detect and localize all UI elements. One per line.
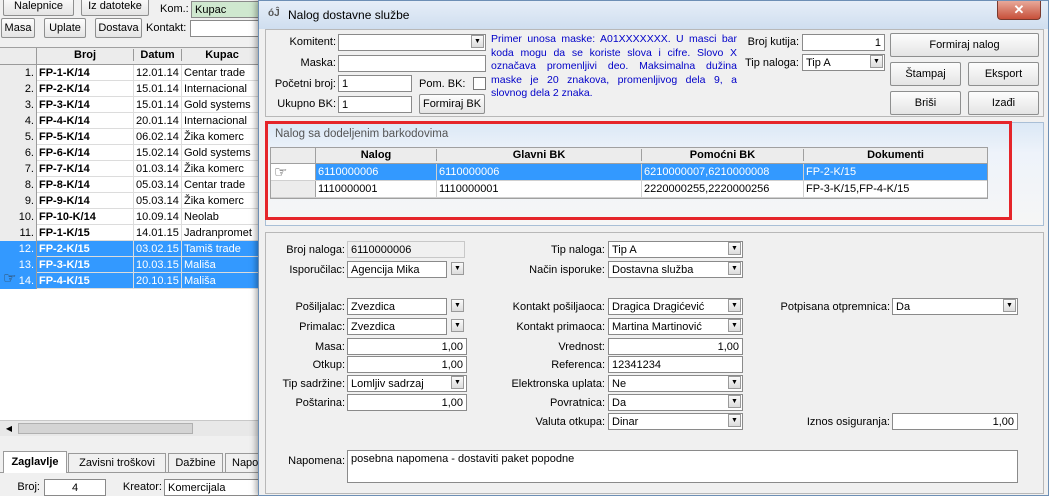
row-number: 11. — [0, 225, 37, 241]
kupac-cell: Mališa — [184, 259, 216, 271]
broj-cell: FP-3-K/14 — [37, 97, 134, 113]
kupac-cell: Tamiš trade — [184, 243, 241, 255]
broj-naloga-label: Broj naloga: — [286, 244, 345, 256]
kupac-cell: Gold systems — [184, 147, 251, 159]
row-number: 6. — [0, 145, 37, 161]
table-row[interactable] — [0, 129, 262, 145]
datum-cell: 15.01.14 — [134, 81, 182, 97]
kreator-label: Kreator: — [122, 481, 162, 493]
kupac-cell: Jadranpromet — [184, 227, 252, 239]
kom-label: Kom.: — [160, 3, 189, 15]
tip-naloga-label: Tip naloga: — [550, 244, 605, 256]
postarina-field[interactable]: 1,00 — [347, 394, 467, 411]
col-broj-header[interactable]: Broj — [37, 49, 134, 61]
chevron-down-icon[interactable]: ▼ — [728, 242, 741, 255]
chevron-down-icon[interactable]: ▼ — [1003, 299, 1016, 312]
pomocni-bk-cell: 6210000007,6210000008 — [642, 164, 804, 180]
broj-cell: FP-7-K/14 — [37, 161, 134, 177]
datum-cell: 05.03.14 — [134, 193, 182, 209]
datum-cell: 03.02.15 — [134, 241, 182, 257]
row-pointer-icon: ☞ — [274, 164, 288, 181]
tab-zavisni-troskovi[interactable]: Zavisni troškovi — [68, 453, 166, 473]
row-number: 1. — [0, 65, 37, 81]
tip-naloga-top-select[interactable]: Tip A — [802, 54, 885, 71]
broj-cell: FP-9-K/14 — [37, 193, 134, 209]
col-pomocni-bk-header[interactable]: Pomoćni BK — [642, 149, 804, 161]
chevron-down-icon[interactable]: ▼ — [728, 395, 741, 408]
broj-cell: FP-1-K/14 — [37, 65, 134, 81]
barcode-group-title: Nalog sa dodeljenim barkodovima — [275, 128, 449, 140]
broj-cell: FP-5-K/14 — [37, 129, 134, 145]
pom-bk-label: Pom. BK: — [419, 78, 466, 90]
nacin-isporuke-select[interactable]: Dostavna služba — [608, 261, 743, 278]
kupac-cell: Žika komerc — [184, 131, 244, 143]
row-number: 5. — [0, 129, 37, 145]
invoice-grid — [0, 47, 262, 420]
masa-field[interactable]: 1,00 — [347, 338, 467, 355]
dialog-titlebar[interactable] — [259, 1, 1048, 29]
col-kupac-header[interactable]: Kupac — [205, 49, 239, 61]
potpisana-otpremnica-select[interactable]: Da — [892, 298, 1018, 315]
otkup-label: Otkup: — [312, 359, 345, 371]
tip-sadrzine-select[interactable]: Lomljiv sadrzaj — [347, 375, 467, 392]
table-row[interactable] — [0, 81, 262, 97]
broj-naloga-field: 6110000006 — [347, 241, 465, 258]
broj-label: Broj: — [17, 481, 40, 493]
tab-dazbine[interactable]: Dažbine — [168, 453, 223, 473]
row-number: 12. — [0, 241, 37, 257]
app-icon: óĴ — [268, 8, 280, 19]
chevron-down-icon[interactable]: ▼ — [471, 35, 484, 48]
pocetni-broj-field[interactable]: 1 — [338, 75, 412, 92]
kontakt-primaoca-label: Kontakt primaoca: — [516, 321, 605, 333]
datum-cell: 10.03.15 — [134, 257, 182, 273]
chevron-down-icon[interactable]: ▼ — [728, 414, 741, 427]
iz-datoteke-button[interactable]: Iz datoteke — [81, 0, 149, 16]
datum-cell: 10.09.14 — [134, 209, 182, 225]
kontakt-posiljaoca-label: Kontakt pošiljaoca: — [512, 301, 605, 313]
table-row[interactable] — [0, 225, 262, 241]
table-row[interactable] — [0, 193, 262, 209]
chevron-down-icon[interactable]: ▼ — [451, 319, 464, 332]
close-button[interactable] — [997, 1, 1041, 20]
nalog-cell: 1110000001 — [316, 181, 437, 197]
kupac-cell: Neolab — [184, 211, 219, 223]
datum-cell: 15.02.14 — [134, 145, 182, 161]
isporucilac-label: Isporučilac: — [289, 264, 345, 276]
row-number: 8. — [0, 177, 37, 193]
posiljalac-label: Pošiljalac: — [295, 301, 345, 313]
pocetni-broj-label: Početni broj: — [274, 78, 336, 90]
row-number: 4. — [0, 113, 37, 129]
napomena-label: Napomena: — [288, 455, 345, 467]
datum-cell: 20.01.14 — [134, 113, 182, 129]
maska-label: Maska: — [300, 57, 336, 69]
komitent-label: Komitent: — [289, 36, 336, 48]
formiraj-bk-button[interactable]: Formiraj BK — [419, 94, 485, 114]
broj-cell: FP-2-K/15 — [37, 241, 134, 257]
col-glavni-bk-header[interactable]: Glavni BK — [437, 149, 642, 161]
row-number: 9. — [0, 193, 37, 209]
nalog-dialog — [258, 0, 1049, 496]
nacin-isporuke-label: Način isporuke: — [529, 264, 605, 276]
vrednost-label: Vrednost: — [558, 341, 605, 353]
mask-hint-text: Primer unosa maske: A01XXXXXXX. U masci bar koda mogu da se koriste slova i cifre. Slovo X označava promenljivi deo. Maksimalna dužina maske je 20 znakova, promenljivog dela 9, a slovnog dela 2 znaka. — [491, 33, 737, 99]
isporucilac-select[interactable]: Agencija Mika — [347, 261, 447, 278]
eksport-button[interactable]: Eksport — [968, 62, 1039, 86]
kupac-cell: Mališa — [184, 275, 216, 287]
elektronska-uplata-label: Elektronska uplata: — [511, 378, 605, 390]
tab-zaglavlje[interactable]: Zaglavlje — [3, 451, 67, 473]
row-number: 14. — [0, 273, 37, 289]
table-row[interactable] — [0, 161, 262, 177]
referenca-label: Referenca: — [551, 359, 605, 371]
kontakt-field[interactable] — [190, 20, 262, 37]
kontakt-label: Kontakt: — [146, 22, 187, 34]
nalepnice-button[interactable]: Nalepnice — [3, 0, 74, 16]
grid-header — [0, 48, 262, 65]
table-row[interactable] — [0, 65, 262, 81]
table-row[interactable] — [0, 145, 262, 161]
uplate-button[interactable]: Uplate — [44, 18, 86, 38]
kupac-cell: Žika komerc — [184, 195, 244, 207]
datum-cell: 06.02.14 — [134, 129, 182, 145]
glavni-bk-cell: 6110000006 — [437, 164, 642, 180]
barcode-highlight-frame — [265, 121, 1012, 220]
posiljalac-select[interactable]: Zvezdica — [347, 298, 447, 315]
kontakt-primaoca-select[interactable]: Martina Martinović — [608, 318, 743, 335]
stampaj-button[interactable]: Štampaj — [890, 62, 961, 86]
close-icon: ✕ — [1013, 2, 1025, 17]
masa-label: Masa: — [315, 341, 345, 353]
kreator-field[interactable]: Komercijala — [164, 479, 264, 496]
chevron-down-icon[interactable]: ▼ — [728, 262, 741, 275]
broj-cell: FP-4-K/14 — [37, 113, 134, 129]
chevron-down-icon[interactable]: ▼ — [728, 319, 741, 332]
valuta-otkupa-label: Valuta otkupa: — [535, 416, 605, 428]
broj-cell: FP-1-K/15 — [37, 225, 134, 241]
primalac-label: Primalac: — [299, 321, 345, 333]
table-row[interactable] — [0, 257, 262, 273]
broj-cell: FP-10-K/14 — [37, 209, 134, 225]
broj-kutija-field[interactable]: 1 — [802, 34, 885, 51]
iznos-osiguranja-label: Iznos osiguranja: — [806, 416, 890, 428]
povratnica-select[interactable]: Da — [608, 394, 743, 411]
kontakt-posiljaoca-select[interactable]: Dragica Dragićević — [608, 298, 743, 315]
pom-bk-checkbox[interactable] — [473, 77, 486, 90]
kupac-cell: Centar trade — [184, 179, 246, 191]
formiraj-nalog-button[interactable]: Formiraj nalog — [890, 33, 1039, 57]
primalac-select[interactable]: Zvezdica — [347, 318, 447, 335]
row-number: 10. — [0, 209, 37, 225]
row-number: 13. — [0, 257, 37, 273]
napomena-textarea[interactable]: posebna napomena - dostaviti paket popodne — [347, 450, 1018, 483]
broj-kutija-label: Broj kutija: — [747, 36, 799, 48]
chevron-down-icon[interactable]: ▼ — [870, 55, 883, 68]
chevron-down-icon[interactable]: ▼ — [451, 262, 464, 275]
broj-cell: FP-2-K/14 — [37, 81, 134, 97]
row-number: 2. — [0, 81, 37, 97]
row-number: 7. — [0, 161, 37, 177]
dokumenti-cell: FP-3-K/15,FP-4-K/15 — [806, 183, 910, 195]
brisi-button[interactable]: Briši — [890, 91, 961, 115]
col-dokumenti-header[interactable]: Dokumenti — [867, 149, 924, 161]
scroll-thumb[interactable] — [18, 423, 193, 434]
scroll-left-icon[interactable]: ◀ — [5, 424, 13, 433]
ukupno-bk-label: Ukupno BK: — [277, 98, 336, 110]
tab-napomena[interactable]: Napo — [225, 453, 265, 473]
komitent-select[interactable] — [338, 34, 486, 51]
datum-cell: 20.10.15 — [134, 273, 182, 289]
broj-cell: FP-3-K/15 — [37, 257, 134, 273]
datum-cell: 12.01.14 — [134, 65, 182, 81]
povratnica-label: Povratnica: — [549, 397, 605, 409]
table-row[interactable] — [0, 209, 262, 225]
pomocni-bk-cell: 2220000255,2220000256 — [642, 181, 804, 197]
kom-field[interactable]: Kupac — [191, 1, 261, 18]
datum-cell: 05.03.14 — [134, 177, 182, 193]
background-window — [0, 0, 262, 496]
table-row[interactable] — [0, 270, 262, 289]
row-pointer-icon: ☞ — [3, 270, 17, 287]
broj-cell: FP-8-K/14 — [37, 177, 134, 193]
kupac-cell: Internacional — [184, 83, 247, 95]
nalog-cell: 6110000006 — [316, 164, 437, 180]
table-row[interactable] — [0, 97, 262, 113]
datum-cell: 15.01.14 — [134, 97, 182, 113]
dokumenti-cell: FP-2-K/15 — [806, 166, 857, 178]
izadji-button[interactable]: Izađi — [968, 91, 1039, 115]
dostava-button[interactable]: Dostava — [95, 18, 142, 38]
kupac-cell: Gold systems — [184, 99, 251, 111]
ukupno-bk-field[interactable]: 1 — [338, 96, 412, 113]
referenca-field[interactable]: 12341234 — [608, 356, 743, 373]
maska-field[interactable] — [338, 55, 486, 72]
broj-field[interactable]: 4 — [44, 479, 106, 496]
potpisana-otpremnica-label: Potpisana otpremnica: — [780, 301, 890, 313]
table-row[interactable] — [0, 241, 262, 257]
chevron-down-icon[interactable]: ▼ — [451, 299, 464, 312]
chevron-down-icon[interactable]: ▼ — [451, 376, 464, 389]
masa-button[interactable]: Masa — [1, 18, 35, 38]
datum-cell: 01.03.14 — [134, 161, 182, 177]
broj-cell: FP-4-K/15 — [37, 273, 134, 289]
kupac-cell: Žika komerc — [184, 163, 244, 175]
chevron-down-icon[interactable]: ▼ — [728, 376, 741, 389]
iznos-osiguranja-field[interactable]: 1,00 — [892, 413, 1018, 430]
row-number: 3. — [0, 97, 37, 113]
otkup-field[interactable]: 1,00 — [347, 356, 467, 373]
dialog-title: Nalog dostavne službe — [288, 8, 410, 22]
kupac-cell: Internacional — [184, 115, 247, 127]
table-row[interactable] — [0, 177, 262, 193]
elektronska-uplata-select[interactable]: Ne — [608, 375, 743, 392]
valuta-otkupa-select[interactable]: Dinar — [608, 413, 743, 430]
grid-hscrollbar[interactable] — [0, 420, 262, 436]
glavni-bk-cell: 1110000001 — [437, 181, 642, 197]
tip-naloga-select[interactable]: Tip A — [608, 241, 743, 258]
tip-naloga-top-label: Tip naloga: — [744, 57, 799, 69]
broj-cell: FP-6-K/14 — [37, 145, 134, 161]
col-datum-header[interactable]: Datum — [134, 49, 182, 61]
kupac-cell: Centar trade — [184, 67, 246, 79]
tip-sadrzine-label: Tip sadržine: — [282, 378, 345, 390]
datum-cell: 14.01.15 — [134, 225, 182, 241]
chevron-down-icon[interactable]: ▼ — [728, 299, 741, 312]
bottom-tabs — [0, 451, 262, 473]
vrednost-field[interactable]: 1,00 — [608, 338, 743, 355]
col-nalog-header[interactable]: Nalog — [316, 149, 437, 161]
postarina-label: Poštarina: — [295, 397, 345, 409]
table-row[interactable] — [0, 113, 262, 129]
